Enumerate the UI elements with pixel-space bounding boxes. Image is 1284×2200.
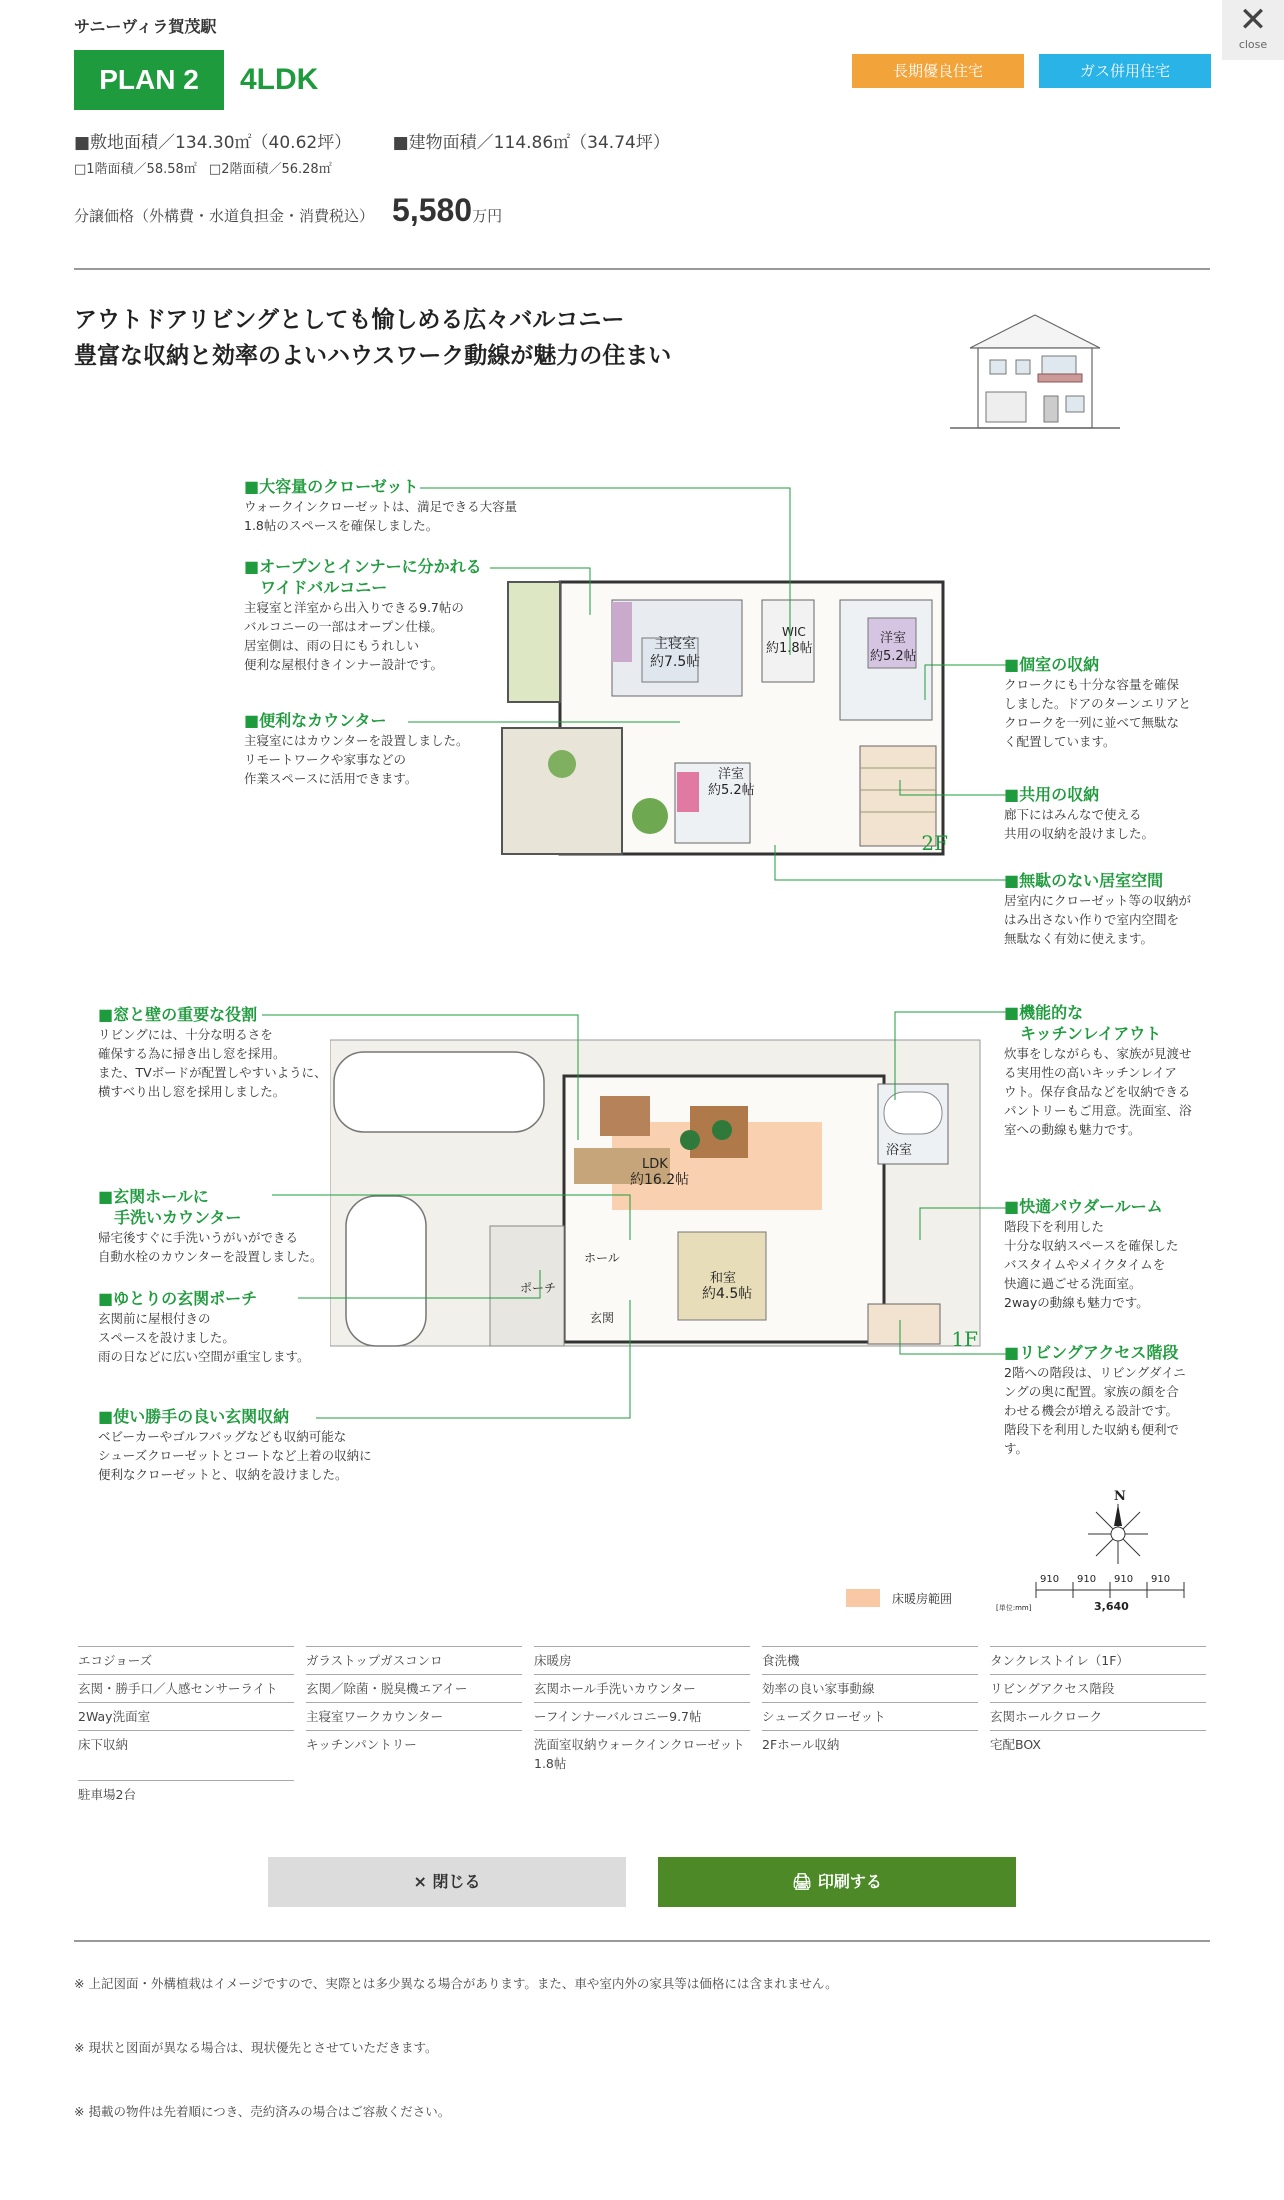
plan-badge: PLAN 2: [74, 50, 224, 110]
feature-item: 玄関ホール手洗いカウンター: [534, 1674, 750, 1698]
callout-title: ■オープンとインナーに分かれる ワイドバルコニー: [244, 557, 482, 597]
feature-item: 2Fホール収納: [762, 1730, 978, 1754]
callout-windows-walls: [98, 1004, 327, 1101]
callout-walk-in-closet: [244, 476, 517, 535]
callout-title: ■使い勝手の良い玄関収納: [98, 1407, 290, 1426]
feature-item: 床下収納: [78, 1730, 294, 1754]
close-icon: ✕: [1238, 0, 1268, 40]
room-2f-west1-size: 約5.2帖: [870, 649, 917, 664]
headline-line1: アウトドアリビングとしても愉しめる広々バルコニー: [74, 307, 625, 333]
feature-item: 2Way洗面室: [78, 1702, 294, 1726]
floor-label-2f: 2F: [921, 831, 948, 855]
callout-body: 廊下にはみんなで使える 共用の収納を設けました。: [1004, 807, 1155, 841]
room-2f-west2-size: 約5.2帖: [708, 783, 755, 798]
note-1: ※ 上記図面・外構植栽はイメージですので、実際とは多少異なる場合があります。また、車や室内外の家具等は価格には含まれません。: [74, 1976, 838, 1991]
room-1f-porch: ポーチ: [520, 1281, 557, 1295]
callout-title: ■窓と壁の重要な役割: [98, 1005, 258, 1024]
room-1f-washitsu-size: 約4.5帖: [702, 1286, 753, 1302]
close-label: close: [1238, 38, 1268, 51]
scale-seg-4: 910: [1151, 1574, 1171, 1585]
compass-north-label: N: [1114, 1489, 1126, 1504]
callout-body: リビングには、十分な明るさを 確保する為に掃き出し窓を採用。 また、TVボードが配置しやすいように、 横すべり出し窓を採用しました。: [98, 1027, 327, 1099]
scale-seg-1: 910: [1040, 1574, 1060, 1585]
feature-item: タンクレストイレ（1F）: [990, 1646, 1206, 1670]
room-2f-master: 主寝室: [654, 636, 696, 652]
callout-hand-wash-counter: [98, 1186, 323, 1266]
feature-item: エコジョーズ: [78, 1646, 294, 1670]
feature-item: 効率の良い家事動線: [762, 1674, 978, 1698]
room-1f-hall: ホール: [584, 1251, 620, 1265]
scale-seg-2: 910: [1077, 1574, 1097, 1585]
callout-body: ベビーカーやゴルフバッグなども収納可能な シューズクローゼットとコートなど上着の収納に 便利なクローゼットと、収納を設けました。: [98, 1429, 372, 1482]
feature-item: シューズクローゼット: [762, 1702, 978, 1726]
print-button[interactable]: 🖨 印刷する: [658, 1857, 1016, 1907]
room-1f-ldk-size: 約16.2帖: [630, 1172, 690, 1188]
floor2-area: □2階面積／56.28㎡: [208, 162, 332, 177]
scale-total: 3,640: [1094, 1600, 1129, 1613]
feature-item: ガラストップガスコンロ: [306, 1646, 522, 1670]
price-unit: 万円: [472, 207, 503, 225]
callout-body: 主寝室と洋室から出入りできる9.7帖の バルコニーの一部はオープン仕様。 居室側は、雨の日にもうれしい 便利な屋根付きインナー設計です。: [244, 600, 464, 672]
divider: [74, 1940, 1210, 1942]
feature-item: 駐車場2台: [78, 1780, 294, 1804]
tag-long-term-quality: 長期優良住宅: [852, 54, 1024, 88]
callout-title: ■無駄のない居室空間: [1004, 871, 1164, 890]
floor-heating-legend: 床暖房範囲: [892, 1592, 953, 1606]
callout-wide-balcony: [244, 556, 482, 674]
callout-living-stairs: [1004, 1342, 1186, 1458]
room-2f-master-size: 約7.5帖: [650, 654, 701, 670]
callout-body: 2階への階段は、リビングダイニ ングの奥に配置。家族の顔を合 わせる機会が増える設計です。 階段下を利用した収納も便利で す。: [1004, 1365, 1186, 1456]
callout-body: 帰宅後すぐに手洗いうがいができる 自動水栓のカウンターを設置しました。: [98, 1230, 323, 1264]
callout-title: ■リビングアクセス階段: [1004, 1343, 1179, 1362]
scale-seg-3: 910: [1114, 1574, 1134, 1585]
room-2f-west2: 洋室: [718, 767, 745, 782]
building-area: ■建物面積／114.86㎡（34.74坪）: [392, 133, 670, 153]
feature-item: 玄関ホールクローク: [990, 1702, 1206, 1726]
callout-body: クロークにも十分な容量を確保 しました。ドアのターンエリアと クロークを一列に並べて無駄な く配置しています。: [1004, 677, 1191, 749]
feature-item: キッチンパントリー: [306, 1730, 522, 1754]
feature-item: 玄関・勝手口／人感センサーライト: [78, 1674, 294, 1698]
site-name: サニーヴィラ賀茂駅: [74, 17, 217, 36]
callout-counter: [244, 710, 469, 788]
north-compass-icon: [1078, 1486, 1154, 1566]
layout-type: 4LDK: [240, 63, 319, 96]
price-value: 5,580: [392, 192, 473, 228]
feature-item: リビングアクセス階段: [990, 1674, 1206, 1698]
note-2: ※ 現状と図面が異なる場合は、現状優先とさせていただきます。: [74, 2040, 438, 2055]
callout-powder-room: [1004, 1196, 1178, 1312]
room-1f-bath: 浴室: [886, 1143, 913, 1158]
feature-item: ーフインナーバルコニー9.7帖: [534, 1702, 750, 1726]
room-2f-wic-size: 約1.8帖: [766, 641, 813, 656]
site-area: ■敷地面積／134.30㎡（40.62坪）: [74, 133, 352, 153]
room-2f-west1: 洋室: [880, 631, 907, 646]
scale-bar: [996, 1566, 1186, 1622]
floor-label-1f: 1F: [951, 1327, 978, 1350]
callout-title: ■玄関ホールに 手洗いカウンター: [98, 1187, 242, 1227]
callout-body: ウォークインクローゼットは、満足できる大容量 1.8帖のスペースを確保しました。: [244, 499, 518, 533]
callout-efficient-room: [1004, 870, 1191, 948]
room-1f-ldk: LDK: [642, 1157, 668, 1172]
floor-heating-swatch: [846, 1589, 880, 1607]
feature-item: 床暖房: [534, 1646, 750, 1670]
headline-line2: 豊富な収納と効率のよいハウスワーク動線が魅力の住まい: [74, 343, 672, 369]
feature-item: 食洗機: [762, 1646, 978, 1670]
callout-kitchen-layout: [1004, 1002, 1192, 1139]
callout-title: ■便利なカウンター: [244, 711, 387, 730]
floor1-area: □1階面積／58.58㎡: [74, 162, 197, 177]
callout-title: ■快適パウダールーム: [1004, 1197, 1163, 1216]
callout-shared-storage: [1004, 784, 1154, 843]
callout-body: 玄関前に屋根付きの スペースを設けました。 雨の日などに広い空間が重宝します。: [98, 1311, 310, 1364]
note-3: ※ 掲載の物件は先着順につき、売約済みの場合はご容赦ください。: [74, 2104, 451, 2119]
callout-body: 主寝室にはカウンターを設置しました。 リモートワークや家事などの 作業スペースに活用できます。: [244, 733, 469, 786]
callout-title: ■個室の収納: [1004, 655, 1100, 674]
callout-entrance-storage: [98, 1406, 372, 1484]
room-1f-washitsu: 和室: [710, 1271, 737, 1286]
callout-body: 居室内にクローゼット等の収納が はみ出さない作りで室内空間を 無駄なく有効に使えます。: [1004, 893, 1192, 946]
callout-title: ■大容量のクローゼット: [244, 477, 419, 496]
feature-item: 主寝室ワークカウンター: [306, 1702, 522, 1726]
room-1f-entrance: 玄関: [590, 1311, 615, 1325]
feature-item: 洗面室収納ウォークインクローゼット1.8帖: [534, 1730, 750, 1773]
callout-room-storage: [1004, 654, 1191, 751]
callout-body: 階段下を利用した 十分な収納スペースを確保した バスタイムやメイクタイムを 快適に過ごせる洗面室。 2wayの動線も魅力です。: [1004, 1219, 1179, 1310]
tag-gas-house: ガス併用住宅: [1039, 54, 1211, 88]
feature-item: 玄関／除菌・脱臭機エアイー: [306, 1674, 522, 1698]
scale-unit: [単位:mm]: [996, 1604, 1032, 1612]
callout-title: ■ゆとりの玄関ポーチ: [98, 1289, 258, 1308]
price-label: 分譲価格（外構費・水道負担金・消費税込）: [74, 207, 375, 225]
close-dialog-button[interactable]: × 閉じる: [268, 1857, 626, 1907]
callout-title: ■共用の収納: [1004, 785, 1100, 804]
room-2f-wic: WIC: [782, 625, 806, 639]
callout-body: 炊事をしながらも、家族が見渡せ る実用性の高いキッチンレイア ウト。保存食品などを収納できる パントリーもご用意。洗面室、浴 室への動線も魅力です。: [1004, 1046, 1192, 1137]
feature-item: 宅配BOX: [990, 1730, 1206, 1754]
callout-entrance-porch: [98, 1288, 310, 1366]
callout-title: ■機能的な キッチンレイアウト: [1004, 1003, 1162, 1043]
